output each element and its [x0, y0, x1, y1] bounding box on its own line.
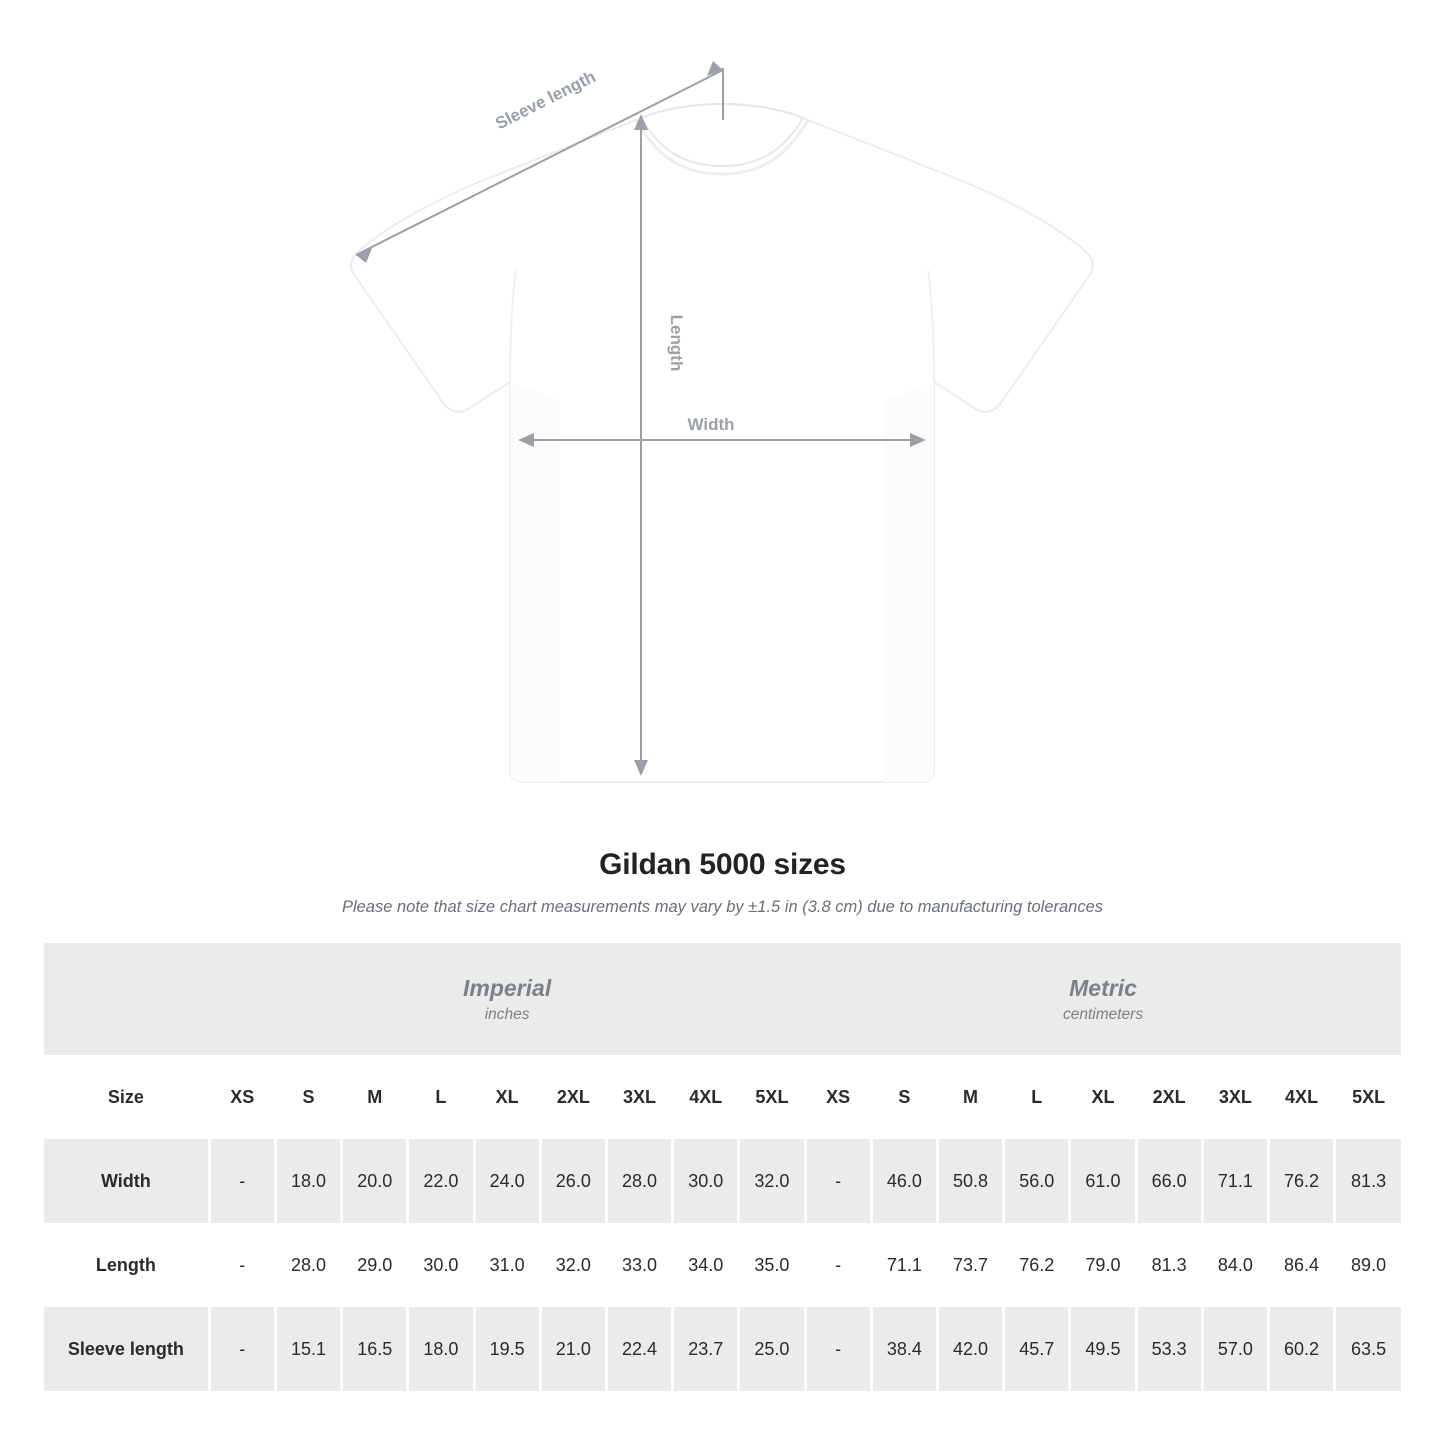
size-table: [44, 943, 1401, 1391]
cell-length-metric-xs: -: [805, 1223, 871, 1307]
cell-sleeve-length-metric-2xl: 53.3: [1136, 1307, 1202, 1391]
cell-length-metric-l: 76.2: [1004, 1223, 1070, 1307]
chart-title: Gildan 5000 sizes: [599, 848, 846, 881]
cell-length-metric-5xl: 89.0: [1335, 1223, 1401, 1307]
cell-sleeve-length-metric-3xl: 57.0: [1202, 1307, 1268, 1391]
unit-header-row: [44, 943, 1401, 1055]
cell-sleeve-length-imperial-5xl: 25.0: [739, 1307, 805, 1391]
size-header-imperial-m: M: [342, 1055, 408, 1139]
size-table-body: [44, 1055, 1401, 1391]
size-header-imperial-5xl: 5XL: [739, 1055, 805, 1139]
table-row: [44, 1139, 1401, 1223]
cell-sleeve-length-metric-l: 45.7: [1004, 1307, 1070, 1391]
cell-width-imperial-l: 22.0: [408, 1139, 474, 1223]
cell-width-imperial-4xl: 30.0: [673, 1139, 739, 1223]
size-header-imperial-xs: XS: [209, 1055, 275, 1139]
cell-length-imperial-3xl: 33.0: [606, 1223, 672, 1307]
unit-sub-imperial: inches: [484, 1006, 530, 1024]
title-block: [0, 830, 1445, 917]
cell-length-metric-xl: 79.0: [1070, 1223, 1136, 1307]
size-header-metric-xs: XS: [805, 1055, 871, 1139]
cell-sleeve-length-metric-s: 38.4: [871, 1307, 937, 1391]
size-header-metric-3xl: 3XL: [1202, 1055, 1268, 1139]
table-row: [44, 1307, 1401, 1391]
size-header-imperial-3xl: 3XL: [606, 1055, 672, 1139]
unit-name-metric: Metric: [1069, 974, 1137, 1001]
cell-length-imperial-5xl: 35.0: [739, 1223, 805, 1307]
cell-length-imperial-4xl: 34.0: [673, 1223, 739, 1307]
cell-sleeve-length-imperial-2xl: 21.0: [540, 1307, 606, 1391]
cell-length-metric-2xl: 81.3: [1136, 1223, 1202, 1307]
chart-note: Please note that size chart measurements may vary by ±1.5 in (3.8 cm) due to manufacturing tolerances: [341, 898, 1104, 916]
unit-name-imperial: Imperial: [463, 974, 552, 1001]
cell-sleeve-length-imperial-xl: 19.5: [474, 1307, 540, 1391]
cell-sleeve-length-imperial-s: 15.1: [275, 1307, 341, 1391]
size-header-metric-2xl: 2XL: [1136, 1055, 1202, 1139]
cell-width-imperial-xl: 24.0: [474, 1139, 540, 1223]
cell-width-metric-5xl: 81.3: [1335, 1139, 1401, 1223]
cell-width-metric-l: 56.0: [1004, 1139, 1070, 1223]
cell-sleeve-length-metric-xl: 49.5: [1070, 1307, 1136, 1391]
size-label-cell: Size: [44, 1055, 209, 1139]
cell-width-metric-xs: -: [805, 1139, 871, 1223]
cell-sleeve-length-metric-m: 42.0: [937, 1307, 1003, 1391]
cell-width-imperial-3xl: 28.0: [606, 1139, 672, 1223]
cell-sleeve-length-metric-4xl: 60.2: [1268, 1307, 1334, 1391]
cell-width-metric-4xl: 76.2: [1268, 1139, 1334, 1223]
size-header-metric-m: M: [937, 1055, 1003, 1139]
unit-head-metric: [805, 943, 1401, 1055]
cell-sleeve-length-imperial-l: 18.0: [408, 1307, 474, 1391]
sleeve-length-label: Sleeve length: [492, 66, 599, 134]
size-table-wrap: [44, 943, 1401, 1391]
table-row-size-header: [44, 1055, 1401, 1139]
cell-length-metric-s: 71.1: [871, 1223, 937, 1307]
length-label: Length: [667, 314, 686, 372]
cell-width-imperial-m: 20.0: [342, 1139, 408, 1223]
row-label-width: Width: [44, 1139, 209, 1223]
unit-sub-metric: centimeters: [1062, 1006, 1144, 1024]
cell-width-metric-3xl: 71.1: [1202, 1139, 1268, 1223]
cell-length-metric-3xl: 84.0: [1202, 1223, 1268, 1307]
cell-length-imperial-2xl: 32.0: [540, 1223, 606, 1307]
cell-sleeve-length-imperial-xs: -: [209, 1307, 275, 1391]
unit-head-imperial: [209, 943, 805, 1055]
cell-sleeve-length-imperial-4xl: 23.7: [673, 1307, 739, 1391]
size-header-metric-xl: XL: [1070, 1055, 1136, 1139]
cell-width-metric-m: 50.8: [937, 1139, 1003, 1223]
cell-length-imperial-xl: 31.0: [474, 1223, 540, 1307]
cell-length-imperial-xs: -: [209, 1223, 275, 1307]
size-header-imperial-2xl: 2XL: [540, 1055, 606, 1139]
size-header-imperial-4xl: 4XL: [673, 1055, 739, 1139]
cell-width-metric-s: 46.0: [871, 1139, 937, 1223]
cell-width-imperial-s: 18.0: [275, 1139, 341, 1223]
table-row: [44, 1223, 1401, 1307]
tshirt-shape: [351, 104, 1093, 782]
cell-length-imperial-m: 29.0: [342, 1223, 408, 1307]
size-header-metric-5xl: 5XL: [1335, 1055, 1401, 1139]
cell-width-metric-xl: 61.0: [1070, 1139, 1136, 1223]
cell-length-imperial-s: 28.0: [275, 1223, 341, 1307]
cell-sleeve-length-imperial-m: 16.5: [342, 1307, 408, 1391]
size-header-imperial-l: L: [408, 1055, 474, 1139]
width-label: Width: [687, 415, 735, 434]
size-header-metric-l: L: [1004, 1055, 1070, 1139]
unit-head-spacer: [44, 943, 209, 1055]
cell-sleeve-length-imperial-3xl: 22.4: [606, 1307, 672, 1391]
cell-width-imperial-5xl: 32.0: [739, 1139, 805, 1223]
cell-length-imperial-l: 30.0: [408, 1223, 474, 1307]
row-label-length: Length: [44, 1223, 209, 1307]
cell-width-imperial-2xl: 26.0: [540, 1139, 606, 1223]
size-header-metric-4xl: 4XL: [1268, 1055, 1334, 1139]
cell-length-metric-4xl: 86.4: [1268, 1223, 1334, 1307]
size-header-metric-s: S: [871, 1055, 937, 1139]
size-header-imperial-xl: XL: [474, 1055, 540, 1139]
cell-length-metric-m: 73.7: [937, 1223, 1003, 1307]
cell-sleeve-length-metric-5xl: 63.5: [1335, 1307, 1401, 1391]
size-header-imperial-s: S: [275, 1055, 341, 1139]
row-label-sleeve-length: Sleeve length: [44, 1307, 209, 1391]
cell-width-imperial-xs: -: [209, 1139, 275, 1223]
cell-sleeve-length-metric-xs: -: [805, 1307, 871, 1391]
cell-width-metric-2xl: 66.0: [1136, 1139, 1202, 1223]
